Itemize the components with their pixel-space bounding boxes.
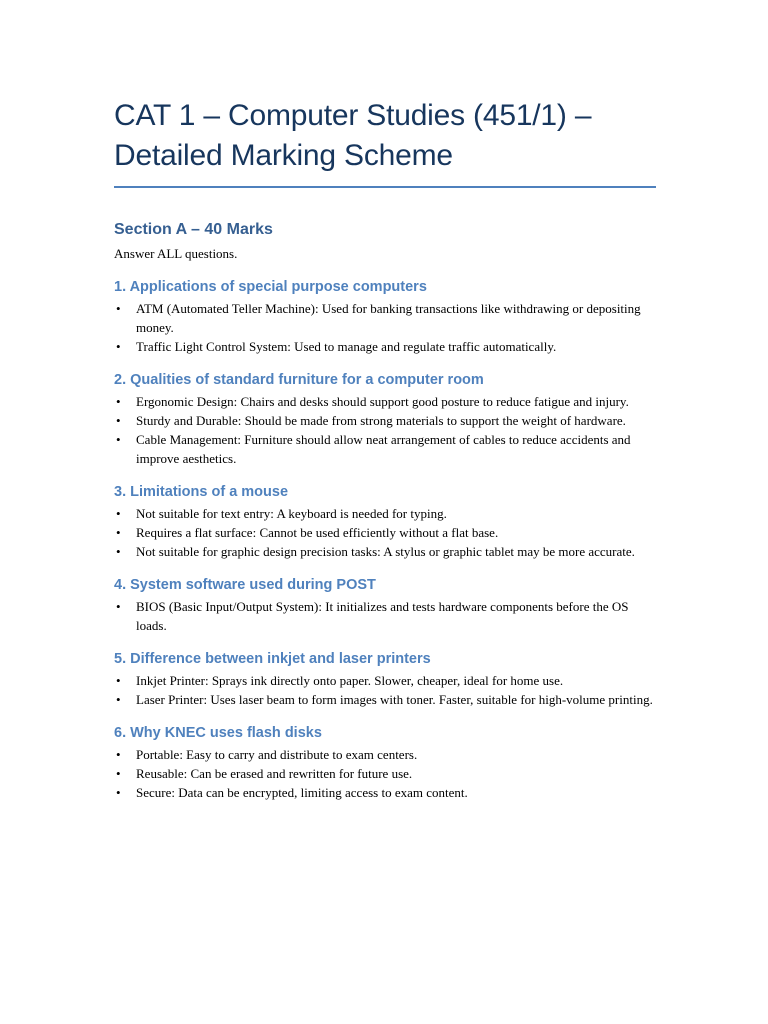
bullet-icon: • (116, 413, 121, 428)
question-heading: 3. Limitations of a mouse (114, 484, 289, 500)
document-title (114, 96, 656, 186)
answer-text: Requires a flat surface: Cannot be used efficiently without a flat base. (136, 525, 499, 540)
answer-item (114, 337, 656, 356)
answer-item (114, 299, 656, 337)
answer-text: Cable Management: Furniture should allow neat arrangement of cables to reduce accidents and improve aesthetics. (136, 432, 631, 466)
answer-text: Reusable: Can be erased and rewritten for future use. (136, 766, 413, 781)
question-heading: 4. System software used during POST (114, 577, 376, 593)
answer-text: Portable: Easy to carry and distribute to exam centers. (136, 747, 418, 762)
answer-item (114, 504, 656, 523)
document-page (114, 96, 656, 802)
bullet-icon: • (116, 766, 121, 781)
answer-text: Not suitable for text entry: A keyboard is needed for typing. (136, 506, 447, 521)
answer-text: Ergonomic Design: Chairs and desks should support good posture to reduce fatigue and injury. (136, 394, 629, 409)
answer-list (114, 299, 656, 356)
answer-list (114, 392, 656, 468)
answer-item (114, 597, 656, 635)
answer-item (114, 411, 656, 430)
bullet-icon: • (116, 544, 121, 559)
answer-list (114, 745, 656, 802)
question-heading: 6. Why KNEC uses flash disks (114, 725, 322, 741)
bullet-icon: • (116, 525, 121, 540)
bullet-icon: • (116, 747, 121, 762)
answer-item (114, 392, 656, 411)
question-block (114, 370, 656, 468)
section-heading: Section A – 40 Marks (114, 221, 273, 238)
bullet-icon: • (116, 785, 121, 800)
bullet-icon: • (116, 432, 121, 447)
section-instruction: Answer ALL questions. (114, 246, 238, 261)
answer-item (114, 430, 656, 468)
question-block (114, 723, 656, 802)
question-heading: 1. Applications of special purpose computers (114, 279, 427, 295)
answer-item (114, 542, 656, 561)
answer-text: Secure: Data can be encrypted, limiting access to exam content. (136, 785, 468, 800)
answer-item (114, 523, 656, 542)
answer-text: Inkjet Printer: Sprays ink directly onto paper. Slower, cheaper, ideal for home use. (136, 673, 564, 688)
question-block (114, 277, 656, 356)
title-underline (114, 186, 656, 188)
document-title-line2: Detailed Marking Scheme (114, 139, 453, 172)
answer-text: Not suitable for graphic design precision tasks: A stylus or graphic tablet may be more accurate. (136, 544, 635, 559)
answer-text: Laser Printer: Uses laser beam to form images with toner. Faster, suitable for high-volume printing. (136, 692, 653, 707)
answer-item (114, 671, 656, 690)
document-title-line1: CAT 1 – Computer Studies (451/1) – (114, 99, 592, 132)
answer-item (114, 690, 656, 709)
answer-text: Sturdy and Durable: Should be made from strong materials to support the weight of hardware. (136, 413, 626, 428)
question-block (114, 575, 656, 635)
bullet-icon: • (116, 506, 121, 521)
answer-item (114, 783, 656, 802)
bullet-icon: • (116, 301, 121, 316)
bullet-icon: • (116, 692, 121, 707)
bullet-icon: • (116, 339, 121, 354)
question-block (114, 649, 656, 709)
questions-list (114, 277, 656, 802)
question-heading: 2. Qualities of standard furniture for a computer room (114, 372, 484, 388)
answer-text: Traffic Light Control System: Used to manage and regulate traffic automatically. (136, 339, 557, 354)
answer-text: ATM (Automated Teller Machine): Used for banking transactions like withdrawing or depositing money. (136, 301, 641, 335)
answer-list (114, 597, 656, 635)
answer-item (114, 764, 656, 783)
bullet-icon: • (116, 599, 121, 614)
bullet-icon: • (116, 673, 121, 688)
bullet-icon: • (116, 394, 121, 409)
answer-text: BIOS (Basic Input/Output System): It initializes and tests hardware components before the OS loads. (136, 599, 629, 633)
question-block (114, 482, 656, 561)
answer-item (114, 745, 656, 764)
answer-list (114, 504, 656, 561)
question-heading: 5. Difference between inkjet and laser printers (114, 651, 431, 667)
answer-list (114, 671, 656, 709)
